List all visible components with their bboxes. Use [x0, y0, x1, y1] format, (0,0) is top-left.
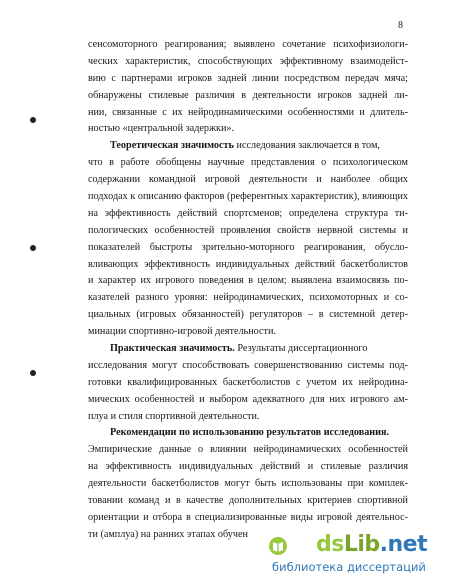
text-line: и характер их игрового поведения в целом; выявлена взаимосвязь по-	[88, 275, 408, 287]
watermark-brand-lib: Lib	[343, 532, 380, 557]
section-heading: Практическая значимость.	[110, 343, 235, 355]
text-line: ориентации и отбора в специализированные виды игровой деятельнос-	[88, 511, 408, 523]
text-line: ческих характеристик, способствующих эффективному взаимодейст-	[88, 55, 408, 67]
text-line: циальных (игровых обязанностей) регуляторов – в системной детер-	[88, 309, 408, 321]
paragraph-practical-significance	[88, 341, 408, 425]
text-line: готовки квалифицированных баскетболистов с учетом их нейродина-	[88, 376, 408, 388]
text-fragment: исследования заключается в том,	[233, 140, 380, 152]
text-line: на эффективность индивидуальных действий и стилевые различия	[88, 461, 408, 473]
watermark-brand-ds: ds	[316, 532, 344, 557]
watermark-brand-net: .net	[379, 532, 428, 557]
text-line: нии, связанные с их нейродинамическими особенностями и длитель-	[88, 106, 408, 118]
text-line	[88, 425, 408, 442]
text-line: исследования могут способствовать совершенствованию системы под-	[88, 359, 408, 371]
text-line: вливающих эффективность индивидуальных действий баскетболистов	[88, 258, 408, 270]
text-line: мических особенностей и выбором адекватного для них игрового ам-	[88, 393, 408, 405]
section-heading: Теоретическая значимость	[110, 140, 234, 152]
document-body	[88, 37, 408, 544]
binding-hole-mark	[30, 370, 36, 376]
watermark[interactable]	[268, 530, 448, 578]
text-line: пологических особенностей проявления свойств нервной системы и	[88, 224, 408, 236]
text-line: что в работе обобщены научные представления о психологическом	[88, 157, 408, 169]
text-line: обнаружены стилевые различия в деятельности игроков задней ли-	[88, 89, 408, 101]
text-line: вию с партнерами игроков задней линии посредством передач мяча;	[88, 72, 408, 84]
watermark-brand	[316, 532, 427, 557]
watermark-subtitle: библиотека диссертаций	[272, 560, 426, 574]
section-heading: Рекомендации по использованию результатов исследования.	[110, 427, 390, 439]
paragraph-recommendations	[88, 425, 408, 543]
text-line: Эмпирические данные о влиянии нейродинамических особенностей	[88, 444, 408, 456]
paragraph-findings	[88, 37, 408, 138]
text-line: содержании командной игровой деятельности и наиболее общих	[88, 174, 408, 186]
binding-hole-mark	[30, 245, 36, 251]
page-number: 8	[398, 20, 403, 31]
text-line: плуа и стиля спортивной деятельности.	[88, 410, 260, 422]
text-line: ностью «центральной задержки».	[88, 123, 235, 135]
book-logo-icon	[268, 536, 288, 556]
text-line: сенсомоторного реагирования; выявлено сочетание психофизиологи-	[88, 39, 408, 50]
binding-hole-mark	[30, 117, 36, 123]
text-line: товании команд и в качестве дополнительных критериев спортивной	[88, 495, 408, 507]
text-line: на эффективность действий спортсменов; определена структура ти-	[88, 207, 408, 219]
text-line: ти (амплуа) на ранних этапах обучен	[88, 528, 248, 540]
text-fragment: Результаты диссертационного	[234, 343, 368, 355]
text-line	[88, 138, 408, 155]
text-line: казателей разного уровня: нейродинамических, психомоторных и со-	[88, 292, 408, 304]
text-line	[88, 341, 408, 358]
text-line: показателей быстроты зрительно-моторного реагирования, обусло-	[88, 241, 408, 253]
text-line: деятельности баскетболистов могут быть использованы при комплек-	[88, 478, 408, 490]
paragraph-theoretical-significance	[88, 138, 408, 341]
text-line: подходах к описанию факторов (референтных характеристик), влияющих	[88, 191, 408, 203]
text-line: минации спортивно-игровой деятельности.	[88, 326, 276, 338]
